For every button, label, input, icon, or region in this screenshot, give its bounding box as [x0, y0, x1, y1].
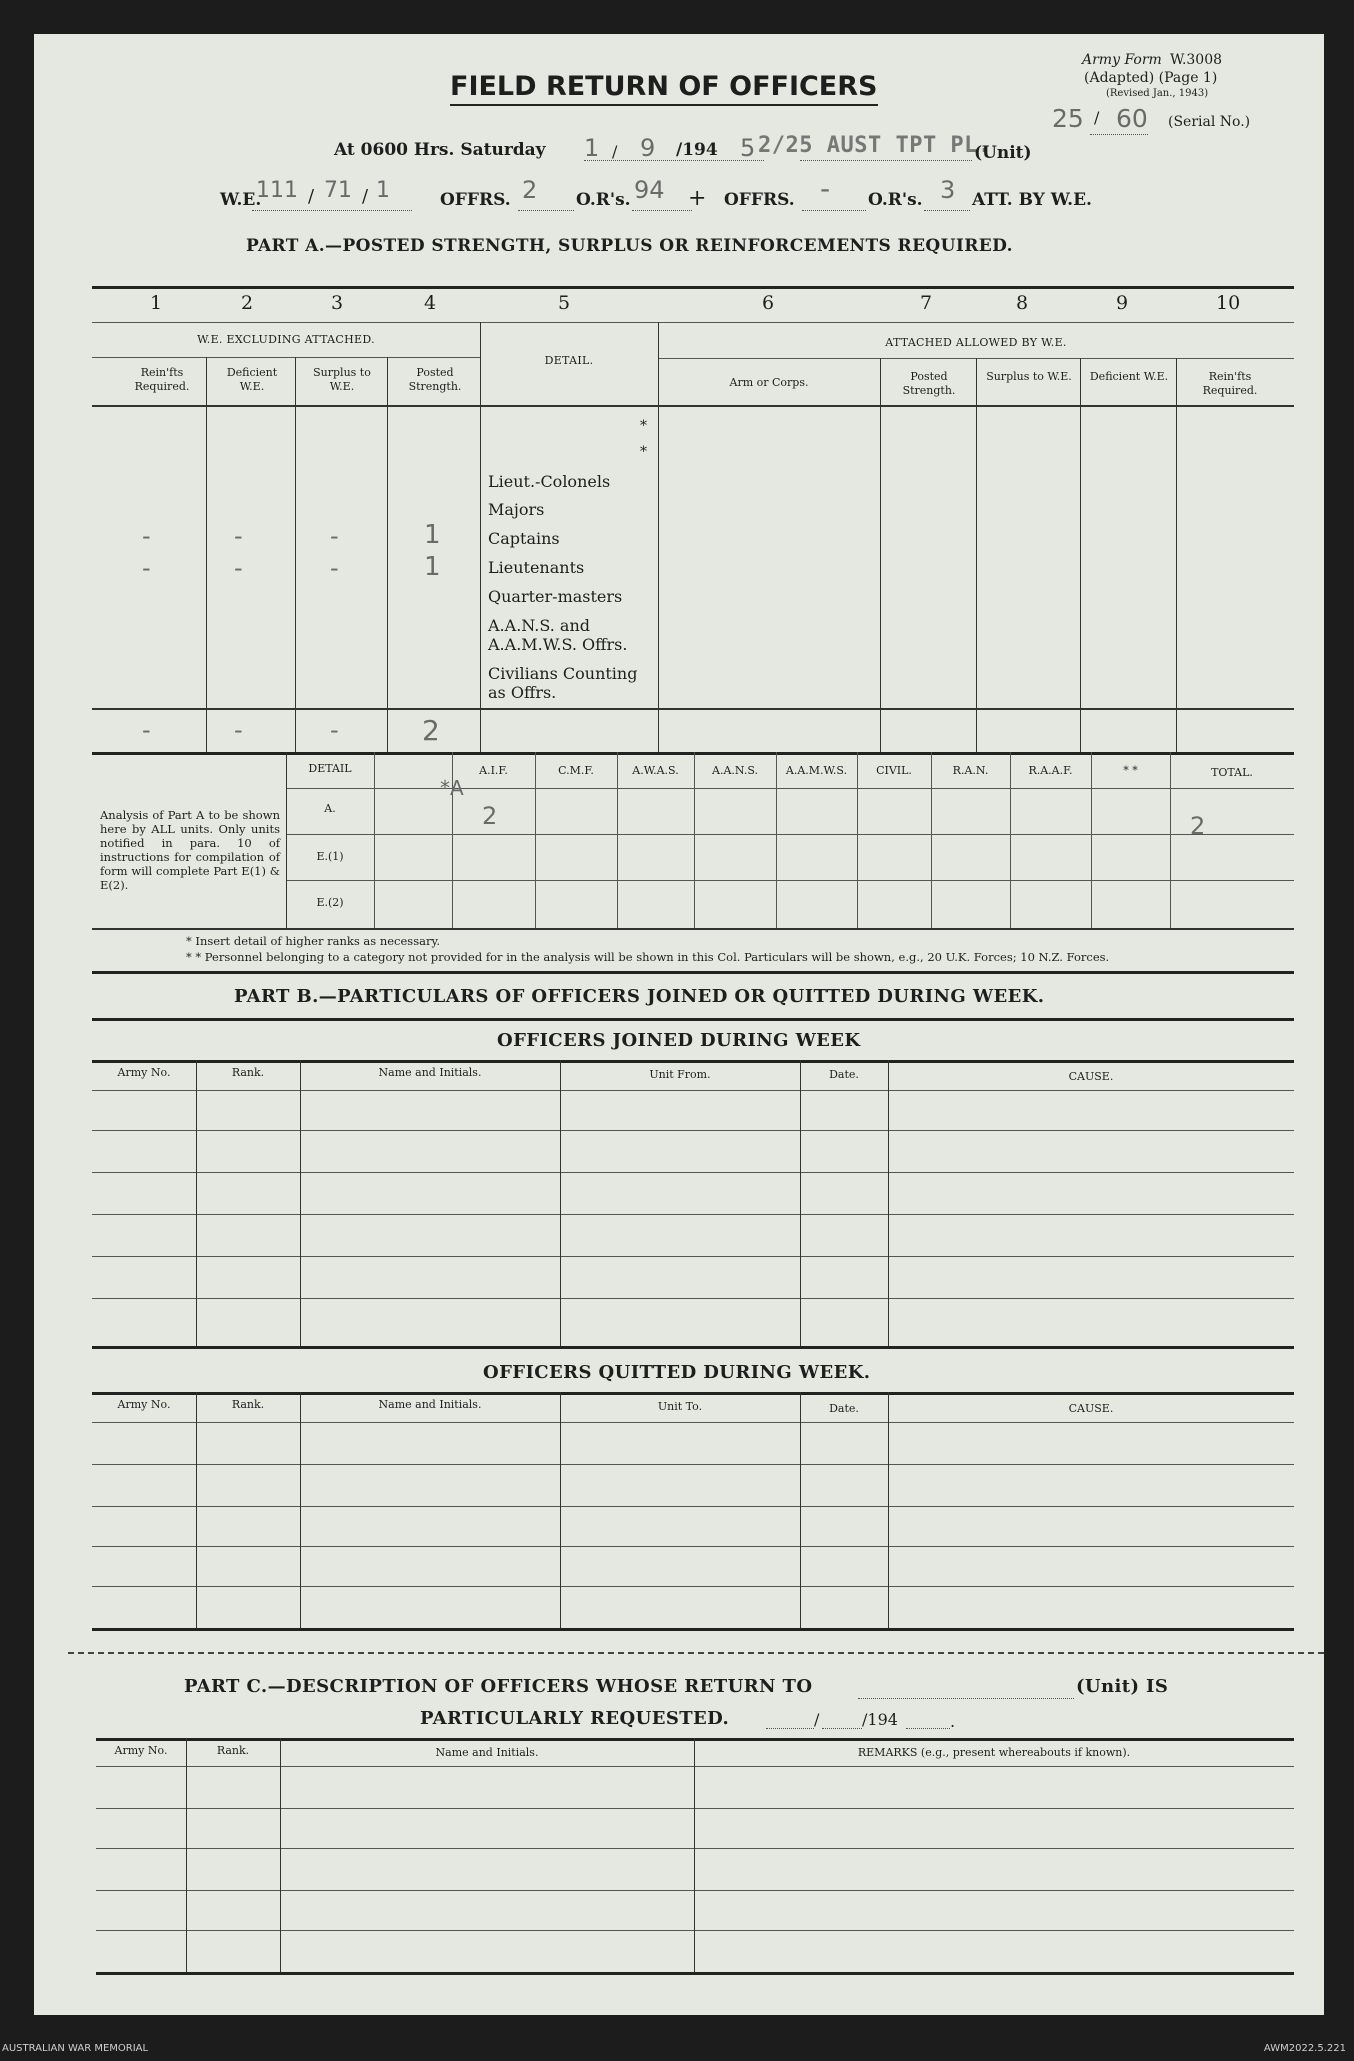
- footnote-1: * Insert detail of higher ranks as necessary.: [186, 934, 441, 948]
- quitted-col-army-no: Army No.: [117, 1398, 171, 1411]
- day-value: 1: [584, 134, 600, 162]
- part-c-col-name: Name and Initials.: [435, 1746, 539, 1759]
- joined-col-rank: Rank.: [231, 1066, 265, 1079]
- quitted-title: OFFICERS QUITTED DURING WEEK.: [483, 1362, 871, 1383]
- we-b: 71: [324, 178, 352, 203]
- rank-captains: Captains: [488, 529, 560, 548]
- total-c2: -: [234, 716, 243, 744]
- serial-a: 25: [1052, 104, 1084, 133]
- col-num-2: 2: [241, 292, 254, 314]
- analysis-ran: R.A.N.: [952, 764, 989, 777]
- total-c3: -: [330, 716, 339, 744]
- analysis-detail-header: DETAIL: [308, 762, 352, 775]
- analysis-total: TOTAL.: [1211, 766, 1253, 779]
- ors-value: 94: [634, 176, 665, 204]
- we-c: 1: [376, 178, 390, 203]
- cut-line: [68, 1652, 1324, 1654]
- offrs2-value: -: [820, 172, 831, 205]
- part-c-line1: PART C.—DESCRIPTION OF OFFICERS WHOSE RETURN TO: [184, 1676, 813, 1697]
- col-num-7: 7: [920, 292, 933, 314]
- joined-col-army-no: Army No.: [117, 1066, 171, 1079]
- footer-left: AUSTRALIAN WAR MEMORIAL: [2, 2043, 149, 2054]
- offrs-value: 2: [522, 176, 538, 204]
- captains-c1: -: [142, 522, 151, 550]
- analysis-raaf: R.A.A.F.: [1028, 764, 1073, 777]
- part-c-col-remarks: REMARKS (e.g., present whereabouts if known).: [857, 1746, 1131, 1759]
- serial-label: (Serial No.): [1168, 114, 1251, 130]
- serial-dots: [1090, 134, 1148, 135]
- analysis-row-e1: E.(1): [316, 850, 344, 863]
- unit-label: (Unit): [974, 143, 1032, 163]
- rank-quartermasters: Quarter-masters: [488, 587, 623, 606]
- col-num-4: 4: [424, 292, 437, 314]
- ors-label: O.R's.: [576, 190, 631, 210]
- col-num-9: 9: [1116, 292, 1129, 314]
- quitted-col-unit-to: Unit To.: [657, 1400, 703, 1413]
- form-code: W.3008: [1170, 52, 1223, 68]
- page-title: FIELD RETURN OF OFFICERS: [450, 70, 878, 106]
- analysis-aif-mark: *A: [440, 776, 464, 800]
- ors2-value: 3: [940, 176, 956, 204]
- lieuts-c2: -: [234, 554, 243, 582]
- form-ref-line1: Army Form: [1082, 52, 1162, 68]
- analysis-awas: A.W.A.S.: [632, 764, 679, 777]
- part-c-year: /194: [862, 1710, 898, 1729]
- analysis-civil: CIVIL.: [876, 764, 912, 777]
- col-num-3: 3: [331, 292, 344, 314]
- detail-header: DETAIL.: [544, 354, 594, 367]
- year-digit: 5: [740, 134, 756, 162]
- part-c-col-army-no: Army No.: [114, 1744, 168, 1757]
- col-num-1: 1: [150, 292, 163, 314]
- col10-header: Rein'fts Required.: [1202, 370, 1258, 397]
- col4-header: Posted Strength.: [408, 366, 462, 393]
- offrs-label: OFFRS.: [440, 190, 511, 210]
- part-c-unit-is: (Unit) IS: [1076, 1676, 1169, 1697]
- quitted-col-rank: Rank.: [231, 1398, 265, 1411]
- col3-header: Surplus to W.E.: [313, 366, 371, 393]
- rank-asterisk-1: *: [640, 418, 647, 434]
- rank-lieutenants: Lieutenants: [488, 558, 585, 577]
- analysis-row-a: A.: [324, 802, 336, 815]
- col2-header: Deficient W.E.: [226, 366, 278, 393]
- captains-c2: -: [234, 522, 243, 550]
- footer-right: AWM2022.5.221: [1263, 2043, 1346, 2054]
- captains-c3: -: [330, 522, 339, 550]
- analysis-cmf: C.M.F.: [558, 764, 594, 777]
- analysis-row-e2: E.(2): [316, 896, 344, 909]
- form-ref-line3: (Revised Jan., 1943): [1106, 88, 1209, 99]
- month-value: 9: [640, 134, 656, 162]
- col9-header: Deficient W.E.: [1089, 370, 1169, 383]
- quitted-col-date: Date.: [829, 1402, 859, 1415]
- part-c-line2: PARTICULARLY REQUESTED.: [420, 1708, 730, 1729]
- part-a-title: PART A.—POSTED STRENGTH, SURPLUS OR REINFORCEMENTS REQUIRED.: [246, 236, 1013, 256]
- plus-sign: +: [688, 186, 707, 211]
- lieuts-c1: -: [142, 554, 151, 582]
- captains-c4: 1: [424, 520, 441, 550]
- we-a: 111: [256, 178, 298, 203]
- joined-col-date: Date.: [829, 1068, 859, 1081]
- footnote-2: * * Personnel belonging to a category not provided for in the analysis will be shown in this Col. Particulars will be shown, e.g., 20 U.K. Forces; 10 N.Z. Forces.: [186, 950, 1110, 964]
- rank-majors: Majors: [488, 500, 545, 519]
- col8-header: Surplus to W.E.: [986, 370, 1072, 383]
- col-num-8: 8: [1016, 292, 1029, 314]
- total-c1: -: [142, 716, 151, 744]
- attached-header: ATTACHED ALLOWED BY W.E.: [885, 336, 1067, 349]
- part-c-col-rank: Rank.: [216, 1744, 250, 1757]
- quitted-col-name: Name and Initials.: [378, 1398, 482, 1411]
- lieuts-c3: -: [330, 554, 339, 582]
- joined-col-cause: CAUSE.: [1068, 1070, 1114, 1083]
- form-ref-line2: (Adapted) (Page 1): [1084, 70, 1218, 86]
- col-num-6: 6: [762, 292, 775, 314]
- lieuts-c4: 1: [424, 552, 441, 582]
- we-excluding-header: W.E. EXCLUDING ATTACHED.: [197, 333, 375, 346]
- col-num-10: 10: [1216, 292, 1241, 314]
- analysis-aif: A.I.F.: [479, 764, 508, 777]
- we-label: W.E.: [220, 190, 262, 210]
- col6-header: Arm or Corps.: [729, 376, 809, 389]
- offrs2-label: OFFRS.: [724, 190, 795, 210]
- at-label: At 0600 Hrs. Saturday: [334, 140, 546, 160]
- att-label: ATT. BY W.E.: [972, 190, 1092, 210]
- part-c-slash: /: [814, 1710, 820, 1729]
- part-b-title: PART B.—PARTICULARS OF OFFICERS JOINED OR QUITTED DURING WEEK.: [234, 986, 1045, 1007]
- ors2-label: O.R's.: [868, 190, 923, 210]
- rank-lieut-colonels: Lieut.-Colonels: [488, 472, 611, 491]
- year-prefix: /194: [676, 140, 718, 160]
- unit-value: 2/25 AUST TPT PL.: [758, 133, 992, 158]
- serial-b: 60: [1116, 104, 1148, 133]
- analysis-other: * *: [1123, 764, 1138, 777]
- rank-asterisk-2: *: [640, 444, 647, 460]
- col-num-5: 5: [558, 292, 571, 314]
- analysis-aans: A.A.N.S.: [712, 764, 758, 777]
- rank-civilians: Civilians Counting as Offrs.: [488, 664, 638, 702]
- joined-title: OFFICERS JOINED DURING WEEK: [497, 1030, 861, 1051]
- joined-col-name: Name and Initials.: [378, 1066, 482, 1079]
- analysis-total-value: 2: [1190, 812, 1206, 840]
- analysis-note: Analysis of Part A to be shown here by ALL units. Only units notified in para. 10 of instructions for compilation of form will complete Part E(1) & E(2).: [100, 808, 280, 892]
- quitted-col-cause: CAUSE.: [1068, 1402, 1114, 1415]
- analysis-aif-value: 2: [482, 802, 498, 830]
- col7-header: Posted Strength.: [902, 370, 956, 397]
- part-c-unit-dots: [858, 1698, 1074, 1699]
- col1-header: Rein'fts Required.: [134, 366, 190, 393]
- joined-col-unit-from: Unit From.: [649, 1068, 711, 1081]
- rank-aans: A.A.N.S. and A.A.M.W.S. Offrs.: [488, 616, 628, 654]
- total-c4: 2: [422, 714, 440, 747]
- analysis-aamws: A.A.M.W.S.: [785, 764, 848, 777]
